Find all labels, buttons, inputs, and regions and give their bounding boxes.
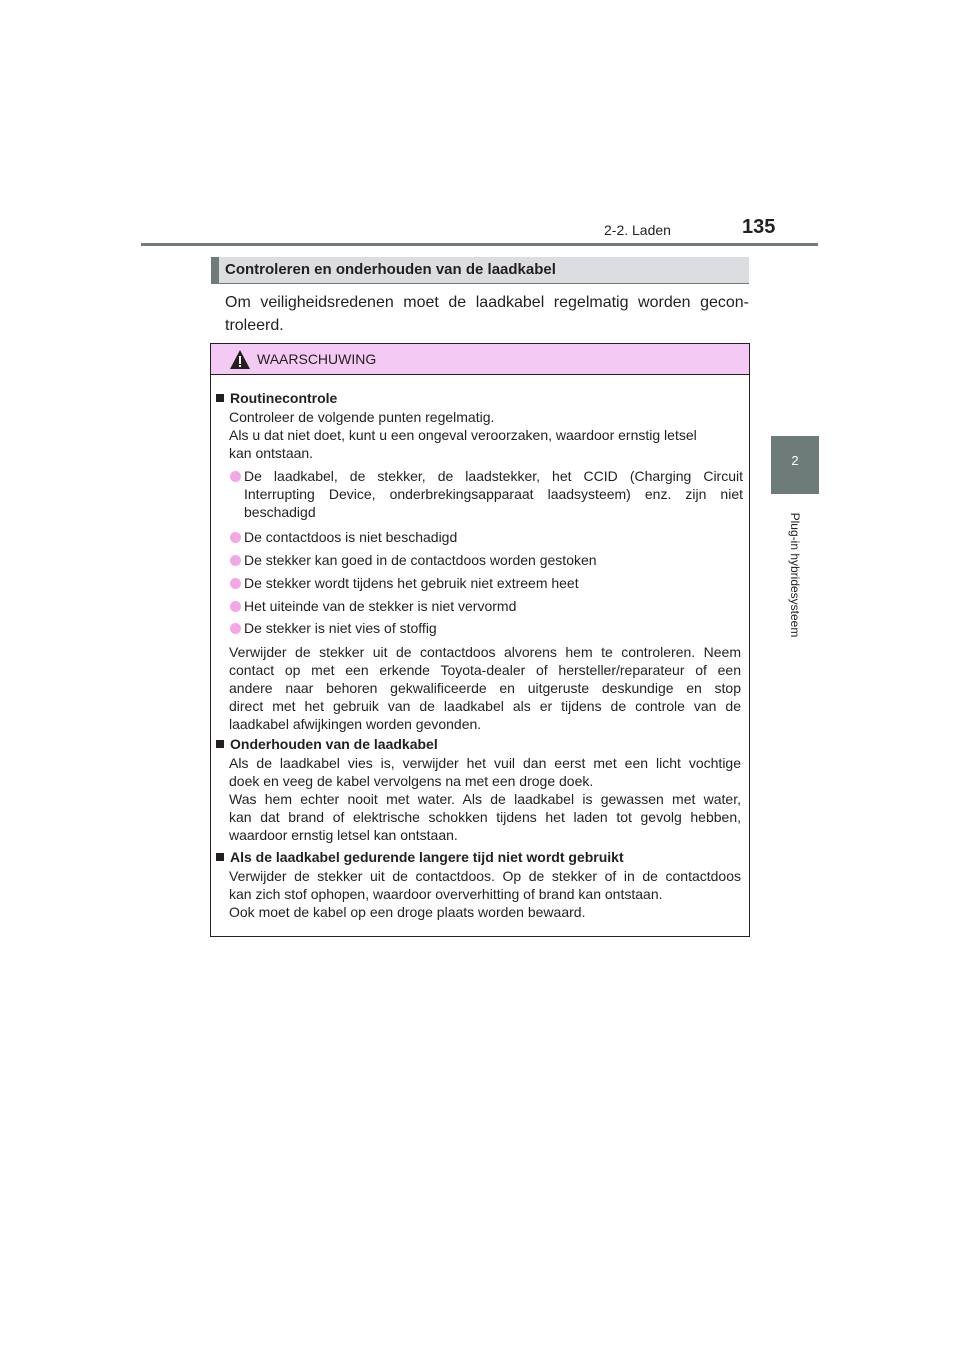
routine-after-line: Verwijder de stekker uit de contactdoos alvorens hem te controleren. Neem: [229, 644, 741, 660]
routine-after-line: laadkabel afwijkingen worden gevonden.: [229, 716, 482, 732]
routine-heading: Routinecontrole: [216, 389, 337, 407]
checklist-item-line: Interrupting Device, onderbrekingsapparaat laadsysteem) enz. zijn niet: [244, 486, 743, 502]
storage-text-line: Verwijder de stekker uit de contactdoos. Op de stekker of in de contactdoos: [229, 868, 741, 884]
square-bullet-icon: [216, 740, 224, 748]
bullet-icon: [230, 578, 241, 589]
checklist-item: De stekker wordt tijdens het gebruik niet extreem heet: [244, 575, 579, 591]
page-number: 135: [742, 216, 776, 238]
header-rule: [141, 243, 818, 246]
checklist-item: De stekker kan goed in de contactdoos worden gestoken: [244, 552, 597, 568]
storage-text-line: kan zich stof ophopen, waardoor oververhitting of brand kan ontstaan.: [229, 886, 663, 902]
bullet-icon: [230, 601, 241, 612]
warning-triangle-icon: [229, 349, 251, 370]
bullet-icon: [230, 532, 241, 543]
maintenance-text-line: waardoor ernstig letsel kan ontstaan.: [229, 827, 458, 843]
section-title: Controleren en onderhouden van de laadkabel: [225, 261, 556, 278]
storage-heading: Als de laadkabel gedurende langere tijd niet wordt gebruikt: [216, 848, 624, 866]
header-section-label: 2-2. Laden: [604, 222, 671, 238]
intro-paragraph: Om veiligheidsredenen moet de laadkabel regelmatig worden gecon- troleerd.: [225, 294, 749, 334]
warning-header: [211, 344, 749, 375]
routine-after-line: contact op met een erkende Toyota-dealer of hersteller/reparateur of een: [229, 662, 741, 678]
checklist-item-line: De laadkabel, de stekker, de laadstekker, het CCID (Charging Circuit: [244, 468, 743, 484]
section-rule: [211, 283, 749, 284]
bullet-icon: [230, 471, 241, 482]
checklist-item: Het uiteinde van de stekker is niet vervormd: [244, 598, 517, 614]
chapter-tab: [771, 436, 819, 494]
routine-after-line: andere naar behoren gekwalificeerde en uitgeruste deskundige en stop: [229, 680, 741, 696]
maintenance-text-line: Was hem echter nooit met water. Als de laadkabel is gewassen met water,: [229, 791, 741, 807]
maintenance-text-line: Als de laadkabel vies is, verwijder het vuil dan eerst met een licht vochtige: [229, 755, 741, 771]
chapter-label: Plug-in hybridesysteem: [788, 512, 802, 638]
bullet-icon: [230, 555, 241, 566]
maintenance-heading: Onderhouden van de laadkabel: [216, 735, 438, 753]
maintenance-text-line: doek en veeg de kabel vervolgens na met een droge doek.: [229, 773, 594, 789]
checklist-item: De stekker is niet vies of stoffig: [244, 620, 437, 636]
bullet-icon: [230, 623, 241, 634]
storage-text-line: Ook moet de kabel op een droge plaats worden bewaard.: [229, 904, 586, 920]
chapter-number: 2: [791, 453, 799, 468]
maintenance-text-line: kan dat brand of elektrische schokken tijdens het laden tot gevolg hebben,: [229, 809, 741, 825]
checklist-item: De contactdoos is niet beschadigd: [244, 529, 458, 545]
routine-text-line: Controleer de volgende punten regelmatig.: [229, 409, 495, 425]
routine-after-line: direct met het gebruik van de laadkabel als er tijdens de controle van de: [229, 698, 741, 714]
warning-title: WAARSCHUWING: [257, 351, 377, 367]
warning-box: [210, 343, 750, 937]
routine-text-line: kan ontstaan.: [229, 445, 314, 461]
routine-text-line: Als u dat niet doet, kunt u een ongeval veroorzaken, waardoor ernstig letsel: [229, 427, 697, 443]
section-title-bar: [211, 257, 749, 283]
square-bullet-icon: [216, 853, 224, 861]
checklist-item-line: beschadigd: [244, 504, 316, 520]
square-bullet-icon: [216, 394, 224, 402]
